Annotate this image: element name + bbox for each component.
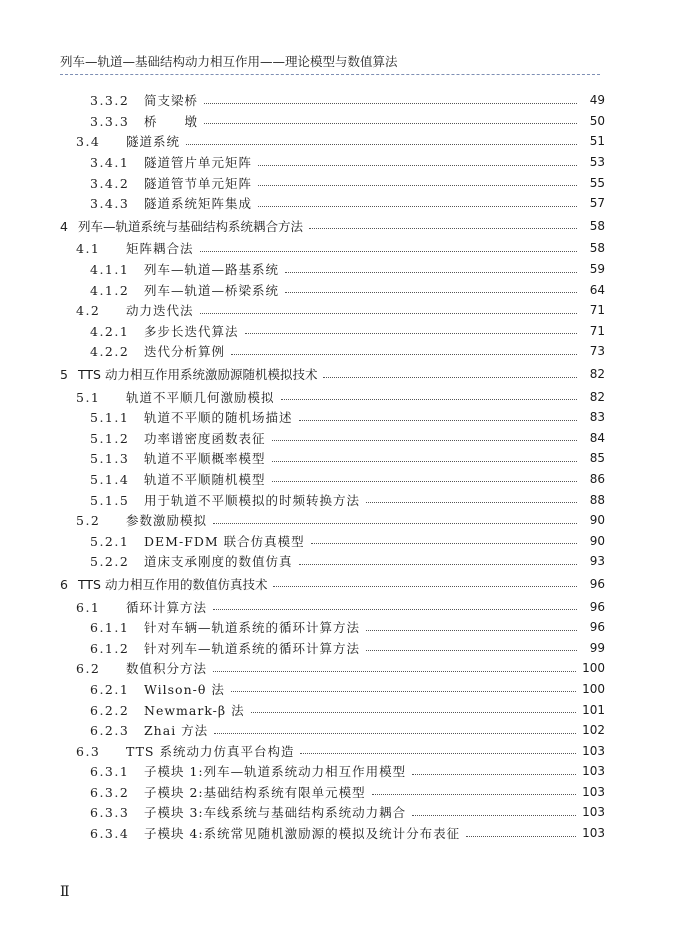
toc-entry-page: 88 [589, 492, 605, 507]
toc-entry-page: 82 [589, 389, 605, 404]
toc-entry[interactable] [60, 802, 605, 823]
toc-entry-page: 59 [589, 262, 605, 277]
toc-entry-title: DEM-FDM 联合仿真模型 [144, 533, 305, 549]
toc-entry-page: 49 [589, 93, 605, 108]
toc-entry-title: 隧道管片单元矩阵 [144, 155, 253, 171]
toc-entry-heading [60, 680, 225, 698]
toc-entry-number: 4.2.2 [90, 344, 130, 360]
toc-entry-heading [60, 659, 207, 677]
dot-leader [281, 399, 577, 400]
dot-leader [272, 440, 577, 441]
toc-entry[interactable] [60, 469, 605, 490]
toc-entry-title: 多步长迭代算法 [144, 323, 239, 339]
toc-entry-page: 51 [589, 134, 605, 149]
toc-entry-heading [60, 388, 275, 406]
toc-entry[interactable] [60, 574, 605, 595]
toc-entry-heading [60, 217, 303, 235]
toc-entry-title: 子模块 4:系统常见随机激励源的模拟及统计分布表征 [144, 826, 461, 842]
toc-entry-title: 隧道系统 [126, 134, 181, 150]
toc-entry-title: 道床支承刚度的数值仿真 [144, 554, 293, 570]
toc-entry-number: 5.2 [76, 513, 101, 529]
toc-entry-heading [60, 742, 294, 760]
toc-entry-number: 6.2.3 [90, 723, 130, 739]
toc-entry-title: 列车—轨道—桥梁系统 [144, 282, 280, 298]
toc-entry[interactable] [60, 111, 605, 132]
toc-entry-heading [60, 511, 207, 529]
toc-entry-number: 6.3.3 [90, 805, 130, 821]
dot-leader [366, 630, 577, 631]
toc-entry-title: Newmark-β 法 [144, 702, 245, 718]
toc-entry[interactable] [60, 699, 605, 720]
toc-entry-page: 83 [589, 410, 605, 425]
toc-entry-number: 5.1.4 [90, 471, 130, 487]
toc-entry-title: 轨道不平顺的随机场描述 [144, 410, 293, 426]
toc-entry-heading [60, 281, 279, 299]
toc-entry-page: 103 [582, 784, 605, 799]
toc-entry-number: 3.3.2 [90, 93, 130, 109]
toc-entry-title: 桥 墩 [144, 113, 199, 129]
toc-entry-heading [60, 701, 245, 719]
toc-entry-number: 3.4 [76, 134, 101, 150]
toc-entry-title: 针对列车—轨道系统的循环计算方法 [144, 640, 361, 656]
toc-entry[interactable] [60, 761, 605, 782]
toc-entry-title: 轨道不平顺几何激励模拟 [126, 389, 275, 405]
toc-entry-title: 数值积分方法 [126, 661, 208, 677]
toc-entry[interactable] [60, 448, 605, 469]
dot-leader [204, 103, 577, 104]
toc-entry-page: 103 [582, 826, 605, 841]
toc-entry-title: TTS 动力相互作用的数值仿真技术 [78, 576, 268, 592]
toc-entry[interactable] [60, 300, 605, 321]
toc-entry-heading [60, 598, 207, 616]
dot-leader [311, 543, 577, 544]
toc-entry[interactable] [60, 510, 605, 531]
toc-entry[interactable] [60, 364, 605, 385]
toc-entry-number: 6.1.1 [90, 620, 130, 636]
toc-entry-heading [60, 639, 360, 657]
toc-entry[interactable] [60, 489, 605, 510]
dot-leader [213, 671, 576, 672]
dot-leader [300, 753, 576, 754]
toc-entry-heading [60, 132, 180, 150]
dot-leader [231, 691, 576, 692]
dot-leader [309, 228, 577, 229]
toc-entry-page: 100 [582, 661, 605, 676]
dot-leader [299, 420, 577, 421]
toc-entry-page: 73 [589, 344, 605, 359]
toc-entry[interactable] [60, 407, 605, 428]
toc-entry-number: 5.1 [76, 389, 101, 405]
toc-entry-page: 103 [582, 805, 605, 820]
toc-entry-number: 5.2.1 [90, 533, 130, 549]
toc-entry-heading [60, 174, 252, 192]
toc-entry-number: 5.1.1 [90, 410, 130, 426]
toc-entry[interactable] [60, 428, 605, 449]
toc-entry-page: 82 [589, 367, 605, 382]
toc-entry-title: 简支梁桥 [144, 93, 199, 109]
toc-entry-page: 55 [589, 175, 605, 190]
toc-entry-title: 参数激励模拟 [126, 513, 208, 529]
toc-entry-number: 6 [60, 576, 68, 592]
toc-entry[interactable] [60, 596, 605, 617]
toc-entry-number: 6.3.2 [90, 784, 130, 800]
toc-entry-number: 3.3.3 [90, 113, 130, 129]
dot-leader [412, 815, 576, 816]
dot-leader [366, 650, 577, 651]
page-number: Ⅱ [60, 884, 70, 900]
toc-entry[interactable] [60, 637, 605, 658]
table-of-contents [60, 90, 605, 843]
toc-entry[interactable] [60, 193, 605, 214]
toc-entry-title: 列车—轨道—路基系统 [144, 262, 280, 278]
toc-entry-heading [60, 322, 239, 340]
dot-leader [412, 774, 576, 775]
toc-entry-heading [60, 449, 266, 467]
toc-entry-page: 90 [589, 533, 605, 548]
toc-entry-page: 85 [589, 451, 605, 466]
toc-entry-number: 6.1 [76, 599, 101, 615]
toc-entry[interactable] [60, 216, 605, 237]
toc-entry[interactable] [60, 279, 605, 300]
dot-leader [285, 292, 577, 293]
toc-entry-heading [60, 301, 194, 319]
toc-entry-title: Zhai 方法 [144, 723, 209, 739]
dot-leader [204, 123, 577, 124]
toc-entry-heading [60, 470, 266, 488]
toc-entry-number: 4.2.1 [90, 323, 130, 339]
toc-entry[interactable] [60, 238, 605, 259]
toc-entry-number: 5 [60, 367, 68, 383]
toc-entry-number: 6.2.1 [90, 681, 130, 697]
toc-entry-number: 5.1.5 [90, 492, 130, 508]
toc-entry-number: 6.1.2 [90, 640, 130, 656]
toc-entry[interactable] [60, 172, 605, 193]
toc-entry[interactable] [60, 321, 605, 342]
dot-leader [214, 733, 576, 734]
toc-entry-heading [60, 342, 225, 360]
toc-entry-number: 6.2 [76, 661, 101, 677]
toc-entry-page: 64 [589, 282, 605, 297]
toc-entry-title: 隧道系统矩阵集成 [144, 196, 253, 212]
toc-entry-page: 84 [589, 430, 605, 445]
toc-entry-number: 6.3 [76, 743, 101, 759]
dot-leader [213, 609, 577, 610]
running-header [60, 52, 605, 74]
toc-entry-page: 100 [582, 681, 605, 696]
toc-entry-title: 功率谱密度函数表征 [144, 430, 266, 446]
toc-entry-page: 103 [582, 743, 605, 758]
toc-entry-number: 4.1.1 [90, 262, 130, 278]
toc-entry-heading [60, 239, 194, 257]
toc-entry[interactable] [60, 551, 605, 572]
toc-entry-number: 3.4.1 [90, 155, 130, 171]
toc-entry-heading [60, 552, 293, 570]
dot-leader [258, 206, 577, 207]
toc-entry-heading [60, 618, 360, 636]
toc-entry[interactable] [60, 386, 605, 407]
toc-entry-heading [60, 429, 266, 447]
dot-leader [272, 461, 577, 462]
dot-leader [231, 354, 577, 355]
toc-entry[interactable] [60, 720, 605, 741]
dot-leader [285, 272, 577, 273]
toc-entry-heading [60, 803, 406, 821]
toc-entry-page: 71 [589, 303, 605, 318]
toc-entry-heading [60, 824, 460, 842]
dot-leader [258, 165, 577, 166]
toc-entry-title: Wilson-θ 法 [144, 681, 225, 697]
toc-entry[interactable] [60, 823, 605, 844]
toc-entry-number: 4.2 [76, 303, 101, 319]
toc-entry-heading [60, 91, 198, 109]
toc-entry-title: 轨道不平顺概率模型 [144, 451, 266, 467]
toc-entry-title: TTS 系统动力仿真平台构造 [126, 743, 295, 759]
toc-entry-page: 102 [582, 723, 605, 738]
header-dashed-rule [60, 74, 600, 75]
toc-entry-number: 5.2.2 [90, 554, 130, 570]
toc-entry-heading [60, 721, 208, 739]
toc-entry-title: 子模块 1:列车—轨道系统动力相互作用模型 [144, 764, 407, 780]
toc-entry[interactable] [60, 131, 605, 152]
toc-entry-page: 103 [582, 764, 605, 779]
toc-entry-heading [60, 762, 406, 780]
dot-leader [213, 523, 577, 524]
toc-entry-title: 列车—轨道系统与基础结构系统耦合方法 [78, 218, 304, 234]
toc-entry-title: 矩阵耦合法 [126, 241, 194, 257]
toc-entry-page: 50 [589, 113, 605, 128]
toc-entry-page: 58 [589, 218, 605, 233]
toc-entry-page: 96 [589, 620, 605, 635]
toc-entry-heading [60, 112, 198, 130]
toc-entry-title: TTS 动力相互作用系统激励源随机模拟技术 [78, 367, 318, 383]
toc-entry-heading [60, 408, 293, 426]
toc-entry-number: 6.3.1 [90, 764, 130, 780]
toc-entry-title: 循环计算方法 [126, 599, 208, 615]
toc-entry-page: 101 [582, 702, 605, 717]
toc-entry-number: 4.1.2 [90, 282, 130, 298]
toc-entry[interactable] [60, 90, 605, 111]
toc-entry-heading [60, 153, 252, 171]
toc-entry-title: 迭代分析算例 [144, 344, 226, 360]
toc-entry-number: 4 [60, 218, 68, 234]
dot-leader [200, 251, 577, 252]
toc-entry-page: 99 [589, 640, 605, 655]
toc-entry-heading [60, 365, 317, 383]
toc-entry[interactable] [60, 530, 605, 551]
toc-entry[interactable] [60, 782, 605, 803]
toc-entry-title: 子模块 3:车线系统与基础结构系统动力耦合 [144, 805, 407, 821]
toc-entry-heading [60, 532, 305, 550]
toc-entry-number: 6.2.2 [90, 702, 130, 718]
toc-entry-page: 90 [589, 513, 605, 528]
toc-entry-title: 隧道管节单元矩阵 [144, 175, 253, 191]
toc-entry-number: 6.3.4 [90, 826, 130, 842]
dot-leader [186, 144, 577, 145]
dot-leader [258, 185, 577, 186]
toc-entry-heading [60, 575, 267, 593]
toc-entry-page: 96 [589, 576, 605, 591]
toc-entry-heading [60, 260, 279, 278]
toc-entry-heading [60, 491, 360, 509]
dot-leader [245, 333, 577, 334]
dot-leader [273, 586, 577, 587]
toc-entry-title: 轨道不平顺随机模型 [144, 471, 266, 487]
toc-entry-number: 5.1.3 [90, 451, 130, 467]
toc-entry-page: 96 [589, 599, 605, 614]
toc-entry-page: 53 [589, 155, 605, 170]
toc-entry[interactable] [60, 658, 605, 679]
toc-entry-number: 4.1 [76, 241, 101, 257]
toc-entry-number: 5.1.2 [90, 430, 130, 446]
toc-entry-title: 针对车辆—轨道系统的循环计算方法 [144, 620, 361, 636]
running-header-title: 列车—轨道—基础结构动力相互作用——理论模型与数值算法 [60, 54, 398, 69]
toc-entry[interactable] [60, 259, 605, 280]
dot-leader [372, 794, 576, 795]
toc-entry[interactable] [60, 617, 605, 638]
dot-leader [366, 502, 577, 503]
toc-entry-page: 71 [589, 323, 605, 338]
toc-entry-heading [60, 783, 366, 801]
toc-entry-page: 58 [589, 241, 605, 256]
toc-entry-title: 动力迭代法 [126, 303, 194, 319]
dot-leader [323, 377, 577, 378]
toc-entry[interactable] [60, 740, 605, 761]
dot-leader [272, 481, 577, 482]
dot-leader [299, 564, 577, 565]
toc-entry-page: 93 [589, 554, 605, 569]
toc-entry-page: 57 [589, 196, 605, 211]
toc-entry-heading [60, 194, 252, 212]
toc-entry[interactable] [60, 679, 605, 700]
dot-leader [251, 712, 577, 713]
toc-entry[interactable] [60, 152, 605, 173]
toc-entry-title: 子模块 2:基础结构系统有限单元模型 [144, 784, 366, 800]
toc-entry-number: 3.4.2 [90, 175, 130, 191]
dot-leader [466, 836, 576, 837]
dot-leader [200, 313, 577, 314]
toc-entry-number: 3.4.3 [90, 196, 130, 212]
toc-entry-page: 86 [589, 471, 605, 486]
toc-entry-title: 用于轨道不平顺模拟的时频转换方法 [144, 492, 361, 508]
toc-entry[interactable] [60, 341, 605, 362]
